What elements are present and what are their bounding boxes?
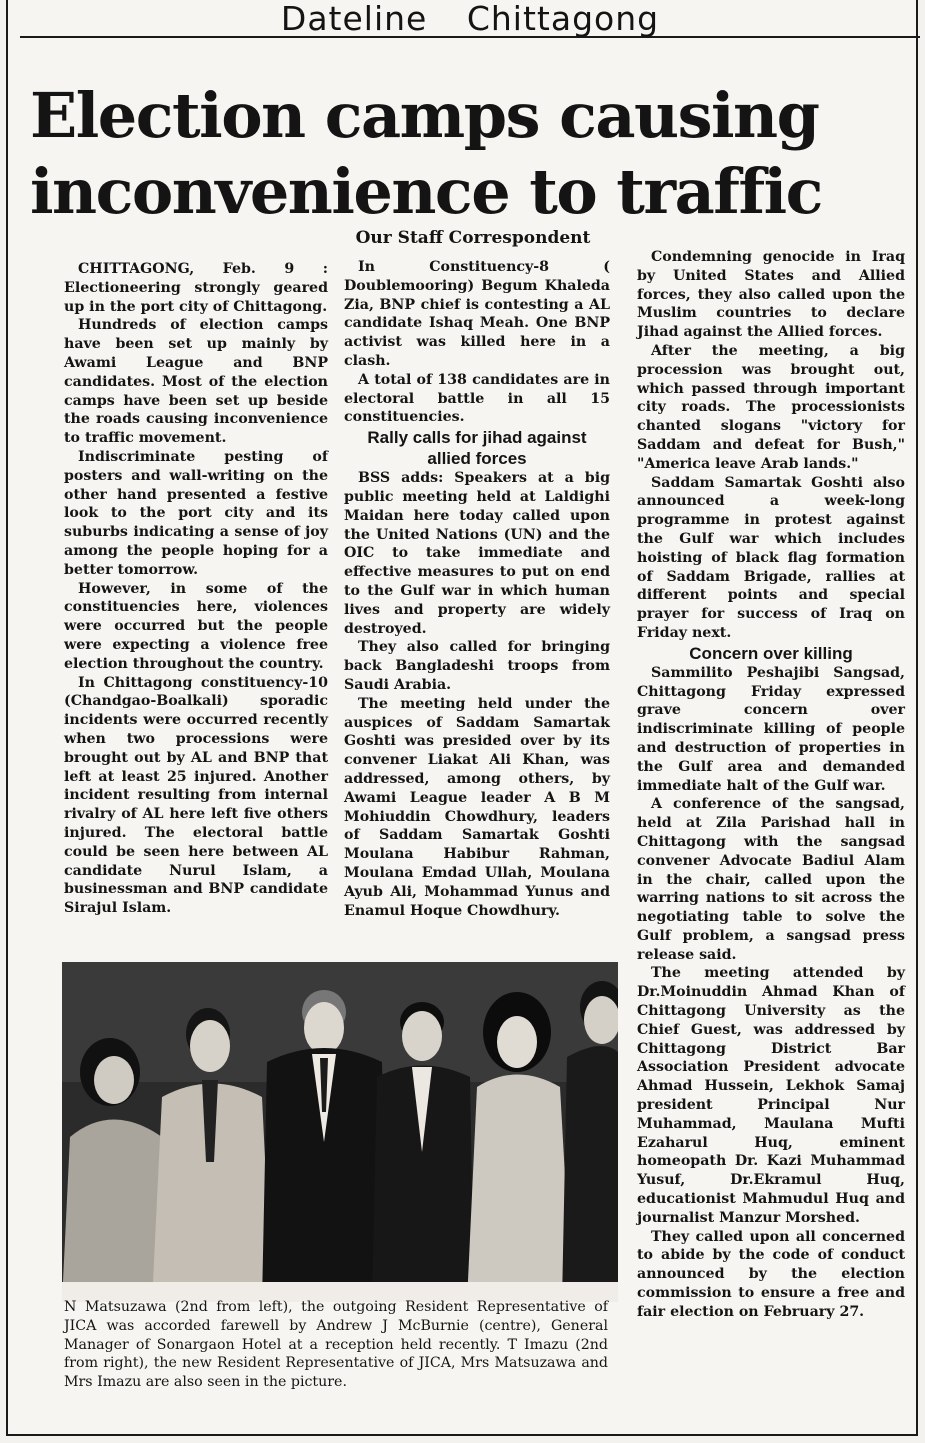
paragraph: A total of 138 candidates are in electoral battle in all 15 constituencies. (344, 371, 610, 426)
group-photo (62, 962, 618, 1302)
paragraph: They called upon all concerned to abide by the code of conduct announced by the election commission to ensure a free and fair election on February 27. (637, 1228, 905, 1320)
paragraph: The meeting held under the auspices of Saddam Samartak Goshti was presided over by its convener Liakat Ali Khan, was addressed, among others, by Awami League leader A B M Mohiuddin Chowdhury, leaders of Saddam Samartak Goshti Moulana Habibur Rahman, Moulana Emdad Ullah, Moulana Ayub Ali, Mohammad Yunus and Enamul Hoque Chowdhury. (344, 695, 610, 919)
paragraph: After the meeting, a big procession was brought out, which passed through important city roads. The processionists chanted slogans "victory for Saddam and defeat for Bush," "America leave Arab lands." (637, 342, 905, 472)
paragraph: They also called for bringing back Bangladeshi troops from Saudi Arabia. (344, 639, 610, 693)
paragraph: The meeting attended by Dr.Moinuddin Ahmad Khan of Chittagong University as the Chief Guest, was addressed by Chittagong District Bar Association President advocate Ahmad Hussein, Lekhok Samaj president Principal Nur Muhammad, Maulana Mufti Ezaharul Huq, eminent homeopath Dr. Kazi Muhammad Yusuf, Dr.Ekramul Huq, educationist Mahmudul Huq and journalist Manzur Morshed. (637, 965, 905, 1226)
article-column-1 (64, 260, 328, 918)
paragraph: In Constituency-8 ( Doublemooring) Begum Khaleda Zia, BNP chief is contesting a AL candidate Ishaq Meah. One BNP activist was killed here in a clash. (344, 259, 610, 369)
paragraph: CHITTAGONG, Feb. 9 : Electioneering strongly geared up in the port city of Chittagong. (64, 261, 328, 315)
dateline-word-2: Chittagong (466, 0, 660, 38)
section-dateline (20, 0, 920, 38)
subhead-rally: Rally calls for jihad against allied forces (367, 428, 587, 469)
group-photo-illustration (62, 962, 618, 1302)
dateline-word-1: Dateline (280, 0, 428, 38)
article-column-3 (637, 248, 905, 1322)
photo-caption: N Matsuzawa (2nd from left), the outgoing Resident Representative of JICA was accorded farewell by Andrew J McBurnie (centre), General Manager of Sonargaon Hotel at a reception held recently. T Imazu (2nd from right), the new Resident Representative of JICA, Mrs Matsuzawa and Mrs Imazu are also seen in the picture. (64, 1299, 608, 1391)
paragraph: Indiscriminate pesting of posters and wall-writing on the other hand presented a festive look to the port city and its suburbs indicating a sense of joy among the people hoping for a better tomorrow. (64, 448, 328, 578)
paragraph: Condemning genocide in Iraq by United States and Allied forces, they also called upon the Muslim countries to declare Jihad against the Allied forces. (637, 249, 905, 341)
paragraph: BSS adds: Speakers at a big public meeting held at Laldighi Maidan here today called upon the United Nations (UN) and the OIC to take immediate and effective measures to put on end to the Gulf war in which human lives and property are widely destroyed. (344, 470, 610, 637)
headline-line-1: Election camps causing (30, 79, 819, 152)
paragraph: Sammilito Peshajibi Sangsad, Chittagong Friday expressed grave concern over indiscriminate killing of people and destruction of properties in the Gulf area and demanded immediate halt of the Gulf war. (637, 664, 905, 794)
paragraph: In Chittagong constituency-10 (Chandgao-Boalkali) sporadic incidents were occurred recently when two processions were brought out by AL and BNP that left at least 25 injured. Another incident resulting from internal rivalry of AL here left five others injured. The electoral battle could be seen here between AL candidate Nurul Islam, a businessman and BNP candidate Sirajul Islam. (64, 674, 328, 917)
article-column-2 (344, 258, 610, 920)
article-headline (30, 78, 910, 230)
paragraph: A conference of the sangsad, held at Zila Parishad hall in Chittagong with the sangsad convener Advocate Badiul Alam in the chair, called upon the warring nations to sit across the negotiating table to solve the Gulf problem, a sangsad press release said. (637, 796, 905, 963)
paragraph: However, in some of the constituencies here, violences were occurred but the people were expecting a violence free election throughout the country. (64, 580, 328, 672)
byline: Our Staff Correspondent (355, 228, 591, 248)
paragraph: Hundreds of election camps have been set up mainly by Awami League and BNP candidates. Most of the election camps have been set up beside the roads causing inconvenience to traffic movement. (64, 317, 328, 447)
headline-line-2: inconvenience to traffic (30, 155, 822, 228)
paragraph: Saddam Samartak Goshti also announced a week-long programme in protest against the Gulf war which includes hoisting of black flag formation of Saddam Brigade, rallies at different points and special prayer for success of Iraq on Friday next. (637, 474, 905, 641)
subhead-concern: Concern over killing (689, 643, 853, 663)
